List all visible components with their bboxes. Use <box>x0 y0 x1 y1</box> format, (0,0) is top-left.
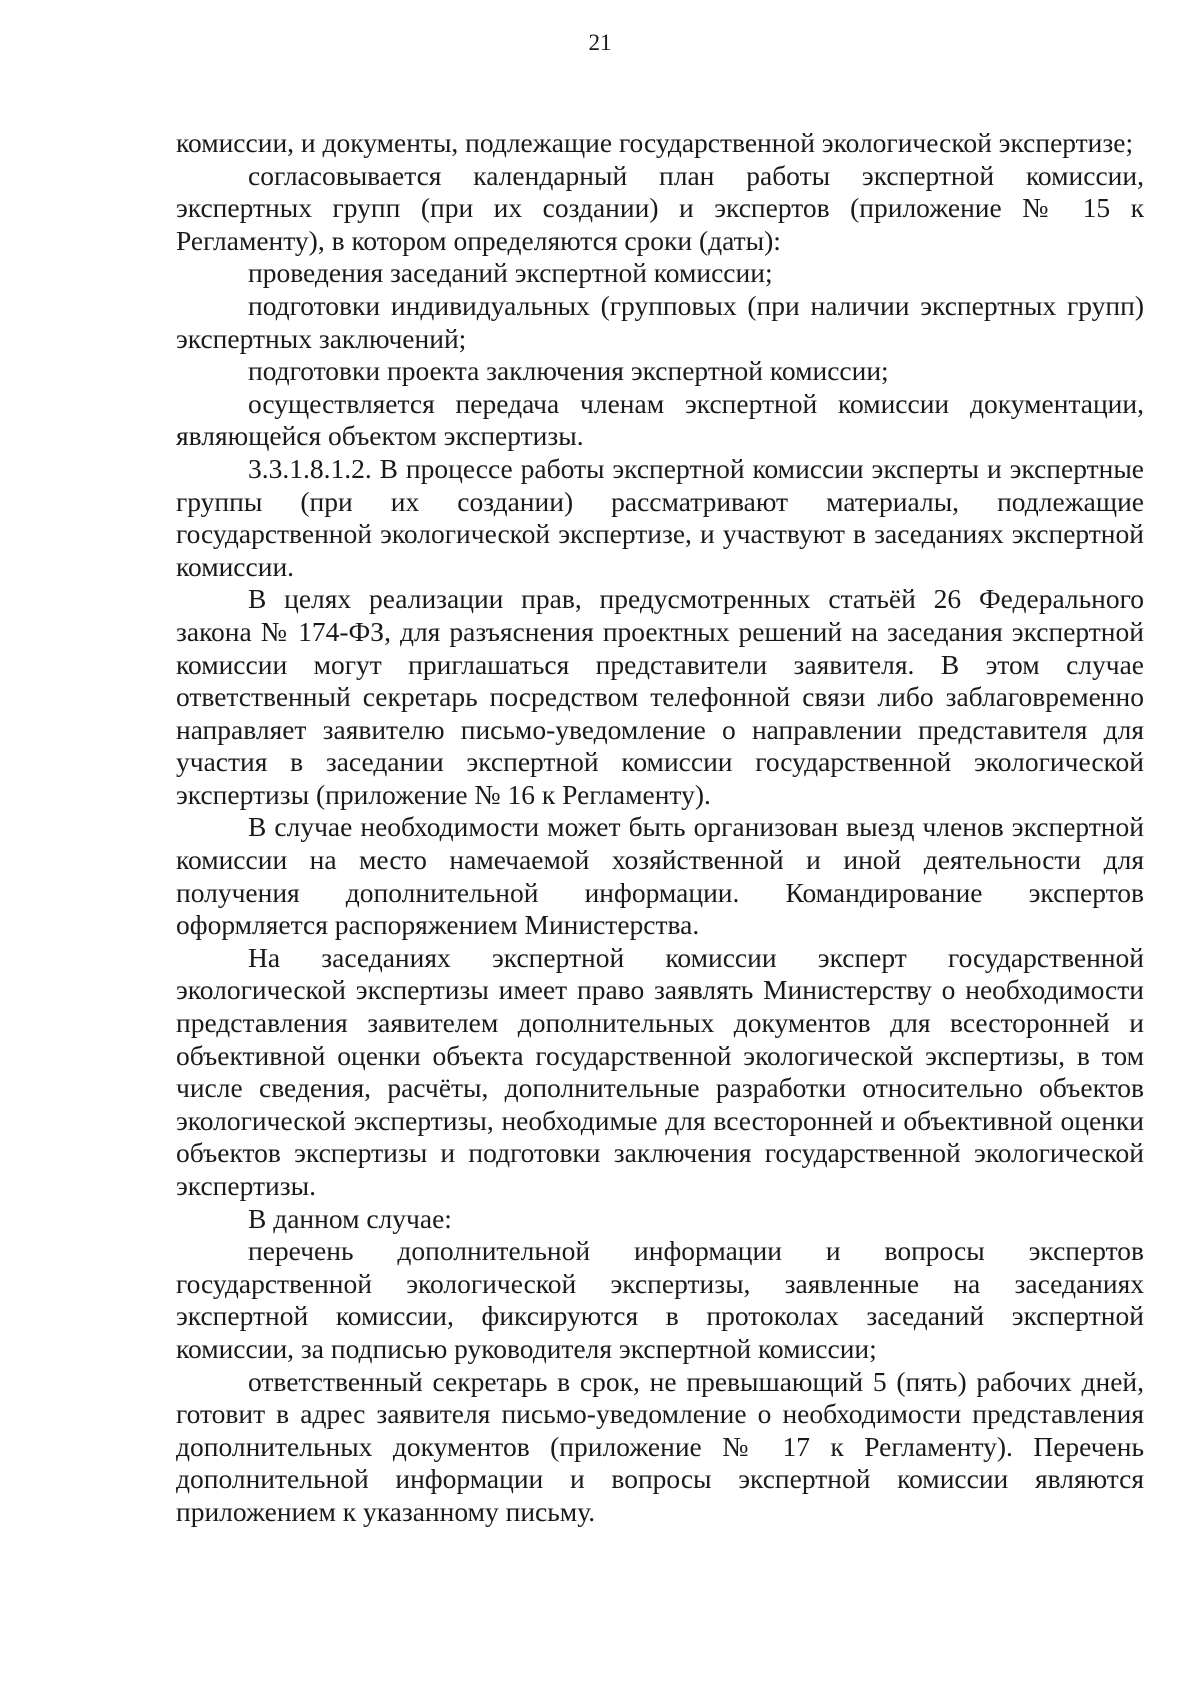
paragraph: перечень дополнительной информации и вопросы экспертов государственной экологической экспертизы, заявленные на заседаниях экспертной комиссии, фиксируются в протоколах заседаний экспертной комиссии, за подписью руководителя экспертной комиссии; <box>176 1235 1144 1364</box>
paragraph: ответственный секретарь в срок, не превышающий 5 (пять) рабочих дней, готовит в адрес заявителя письмо-уведомление о необходимости представления дополнительных документов (приложение № 17 к Регламенту). Перечень дополнительной информации и вопросы экспертной комиссии являются приложением к указанному письму. <box>176 1365 1144 1527</box>
paragraph: На заседаниях экспертной комиссии эксперт государственной экологической экспертизы имеет право заявлять Министерству о необходимости представления заявителем дополнительных документов для всесторонней и объективной оценки объекта государственной экологической экспертизы, в том числе сведения, расчёты, дополнительные разработки относительно объектов экологической экспертизы, необходимые для всесторонней и объективной оценки объектов экспертизы и подготовки заключения государственной экологической экспертизы. <box>176 941 1144 1201</box>
paragraph: подготовки индивидуальных (групповых (при наличии экспертных групп) экспертных заключений; <box>176 289 1144 354</box>
paragraph: осуществляется передача членам экспертной комиссии документации, являющейся объектом экспертизы. <box>176 387 1144 452</box>
paragraph: проведения заседаний экспертной комиссии; <box>248 257 773 289</box>
paragraph: В целях реализации прав, предусмотренных статьёй 26 Федерального закона № 174-ФЗ, для разъяснения проектных решений на заседания экспертной комиссии могут приглашаться представители заявителя. В этом случае ответственный секретарь посредством телефонной связи либо заблаговременно направляет заявителю письмо-уведомление о направлении представителя для участия в заседании экспертной комиссии государственной экологической экспертизы (приложение № 16 к Регламенту). <box>176 583 1144 810</box>
page-number: 21 <box>588 30 612 55</box>
body-text <box>176 127 1144 1529</box>
paragraph: 3.3.1.8.1.2. В процессе работы экспертной комиссии эксперты и экспертные группы (при их создании) рассматривают материалы, подлежащие государственной экологической экспертизе, и участвуют в заседаниях экспертной комиссии. <box>176 452 1144 582</box>
paragraph: подготовки проекта заключения экспертной комиссии; <box>248 355 889 387</box>
paragraph: комиссии, и документы, подлежащие государственной экологической экспертизе; <box>176 127 1134 158</box>
paragraph: В данном случае: <box>248 1202 452 1234</box>
paragraph: В случае необходимости может быть организован выезд членов экспертной комиссии на место намечаемой хозяйственной и иной деятельности для получения дополнительной информации. Командирование экспертов оформляется распоряжением Министерства. <box>176 811 1144 941</box>
paragraph: согласовывается календарный план работы экспертной комиссии, экспертных групп (при их создании) и экспертов (приложение № 15 к Регламенту), в котором определяются сроки (даты): <box>176 159 1144 256</box>
